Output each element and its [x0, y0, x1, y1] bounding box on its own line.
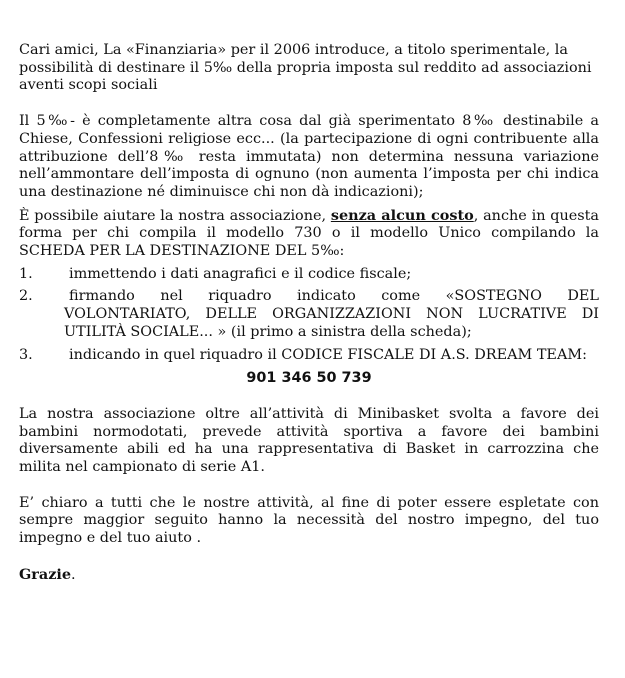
list-item — [19, 266, 599, 284]
fiscal-code: 901 346 50 739 — [246, 370, 372, 387]
step-text: immettendo i dati anagrafici e il codice fiscale; — [69, 265, 412, 282]
appeal-paragraph: E’ chiaro a tutti che le nostre attività, al fine di poter essere espletate con sempre maggior seguito hanno la necessità del nostro impegno, del tuo impegno e del tuo aiuto . — [19, 494, 599, 547]
list-item — [19, 288, 599, 341]
closing-line — [19, 566, 599, 585]
help-text-before: È possibile aiutare la nostra associazione, — [19, 207, 331, 224]
steps-list — [19, 266, 599, 365]
step-text: firmando nel riquadro indicato come «SOSTEGNO DEL VOLONTARIATO, DELLE ORGANIZZAZIONI NON LUCRATIVE DI UTILITÀ SOCIALE... » (il primo a sinistra della scheda); — [64, 288, 599, 340]
no-cost-emphasis: senza alcun costo — [330, 206, 474, 224]
step-number: 3. — [19, 346, 33, 363]
thanks-word: Grazie — [19, 565, 71, 583]
intro-paragraph: Cari amici, La «Finanziaria» per il 2006 introduce, a titolo sperimentale, la possibilità di destinare il 5‰ della propria imposta sul reddito ad associazioni aventi scopi sociali — [19, 42, 592, 94]
association-paragraph: La nostra associazione oltre all’attività di Minibasket svolta a favore dei bambini normodotati, prevede attività sportiva a favore dei bambini diversamente abili ed ha una rappresentativa di Basket in carrozzina che milita nel campionato di serie A1. — [19, 405, 599, 476]
step-number: 2. — [19, 288, 33, 305]
list-item — [19, 347, 599, 365]
step-number: 1. — [19, 265, 33, 282]
comparison-paragraph: Il 5‰- è completamente altra cosa dal già sperimentato 8‰ destinabile a Chiese, Confessioni religiose ecc... (la partecipazione di ogni contribuente alla attribuzione dell’8‰ resta immutata) non determina nessuna variazione nell’ammontare dell’imposta di ognuno (non aumenta l’imposta per chi indica una destinazione né diminuisce chi non dà indicazioni); — [19, 113, 599, 200]
document-body — [19, 42, 599, 585]
help-text-after: , anche in questa forma per chi compila il modello 730 o il modello Unico compilando la SCHEDA PER LA DESTINAZIONE DEL 5‰: — [19, 207, 599, 260]
thanks-punct: . — [71, 566, 76, 583]
step-text: indicando in quel riquadro il CODICE FISCALE DI A.S. DREAM TEAM: — [69, 346, 587, 363]
help-paragraph — [19, 207, 599, 261]
